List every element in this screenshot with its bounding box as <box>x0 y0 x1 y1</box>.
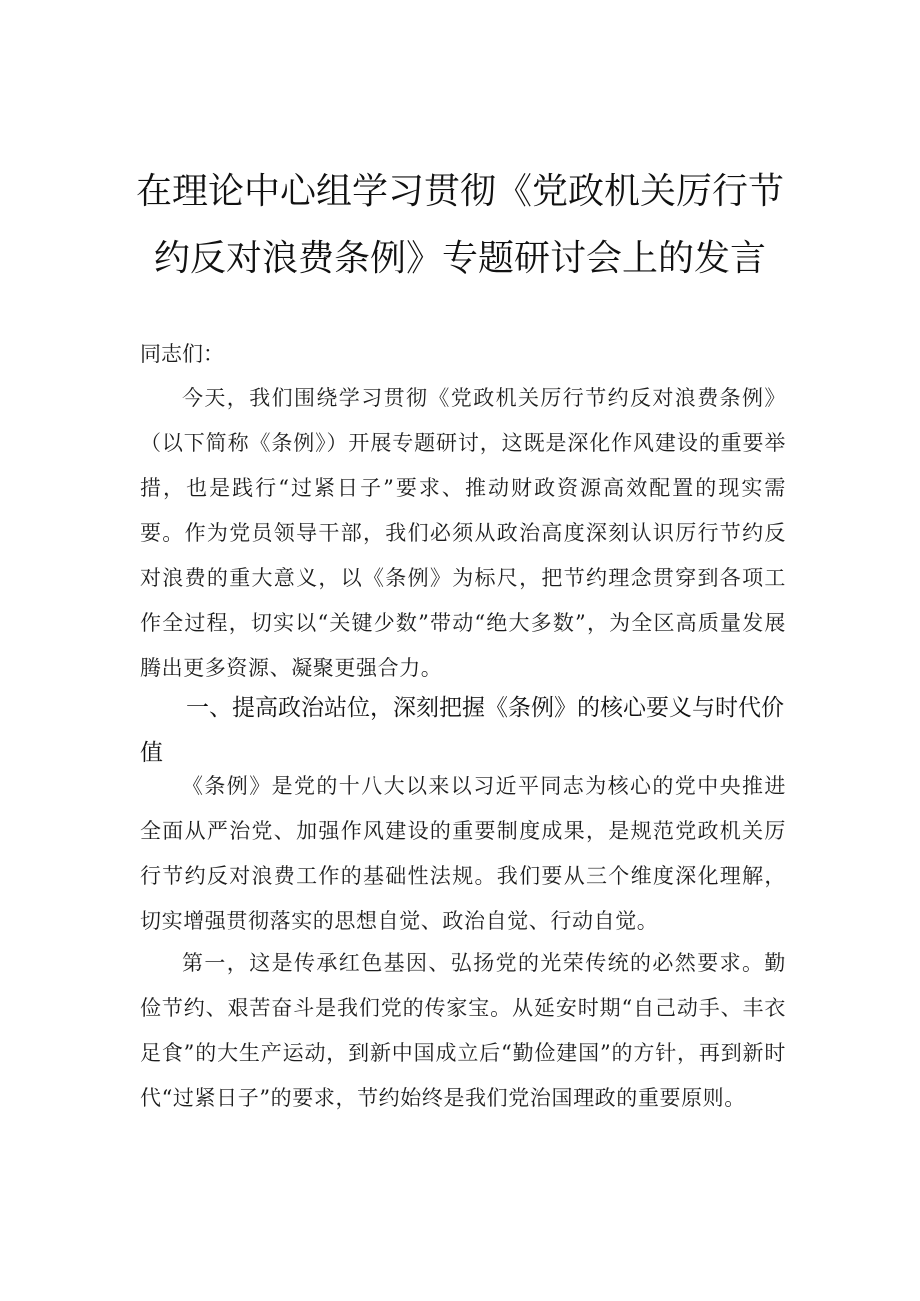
document-title-line-2: 约反对浪费条例》专题研讨会上的发言 <box>153 238 766 279</box>
paragraph-introduction: 今天，我们围绕学习贯彻《党政机关厉行节约反对浪费条例》（以下简称《条例》）开展专题研讨，这既是深化作风建设的重要举措，也是践行“过紧日子”要求、推动财政资源高效配置的现实需要。作为党员领导干部，我们必须从政治高度深刻认识厉行节约反对浪费的重大意义，以《条例》为标尺，把节约理念贯穿到各项工作全过程，切实以“关键少数”带动“绝大多数”，为全区高质量发展腾出更多资源、凝聚更强合力。 <box>140 386 786 680</box>
document-title-line-1: 在理论中心组学习贯彻《党政机关厉行节 <box>135 171 784 212</box>
section-heading-1: 一、提高政治站位，深刻把握《条例》的核心要义与时代价值 <box>140 695 784 766</box>
paragraph-regulation-overview: 《条例》是党的十八大以来以习近平同志为核心的党中央推进全面从严治党、加强作风建设的重要制度成果，是规范党政机关厉行节约反对浪费工作的基础性法规。我们要从三个维度深化理解，切实增强贯彻落实的思想自觉、政治自觉、行动自觉。 <box>140 774 786 933</box>
paragraph-first-point: 第一，这是传承红色基因、弘扬党的光荣传统的必然要求。勤俭节约、艰苦奋斗是我们党的传家宝。从延安时期“自己动手、丰衣足食”的大生产运动，到新中国成立后“勤俭建国”的方针，再到新时代“过紧日子”的要求，节约始终是我们党治国理政的重要原则。 <box>140 951 786 1110</box>
salutation: 同志们： <box>140 342 224 366</box>
